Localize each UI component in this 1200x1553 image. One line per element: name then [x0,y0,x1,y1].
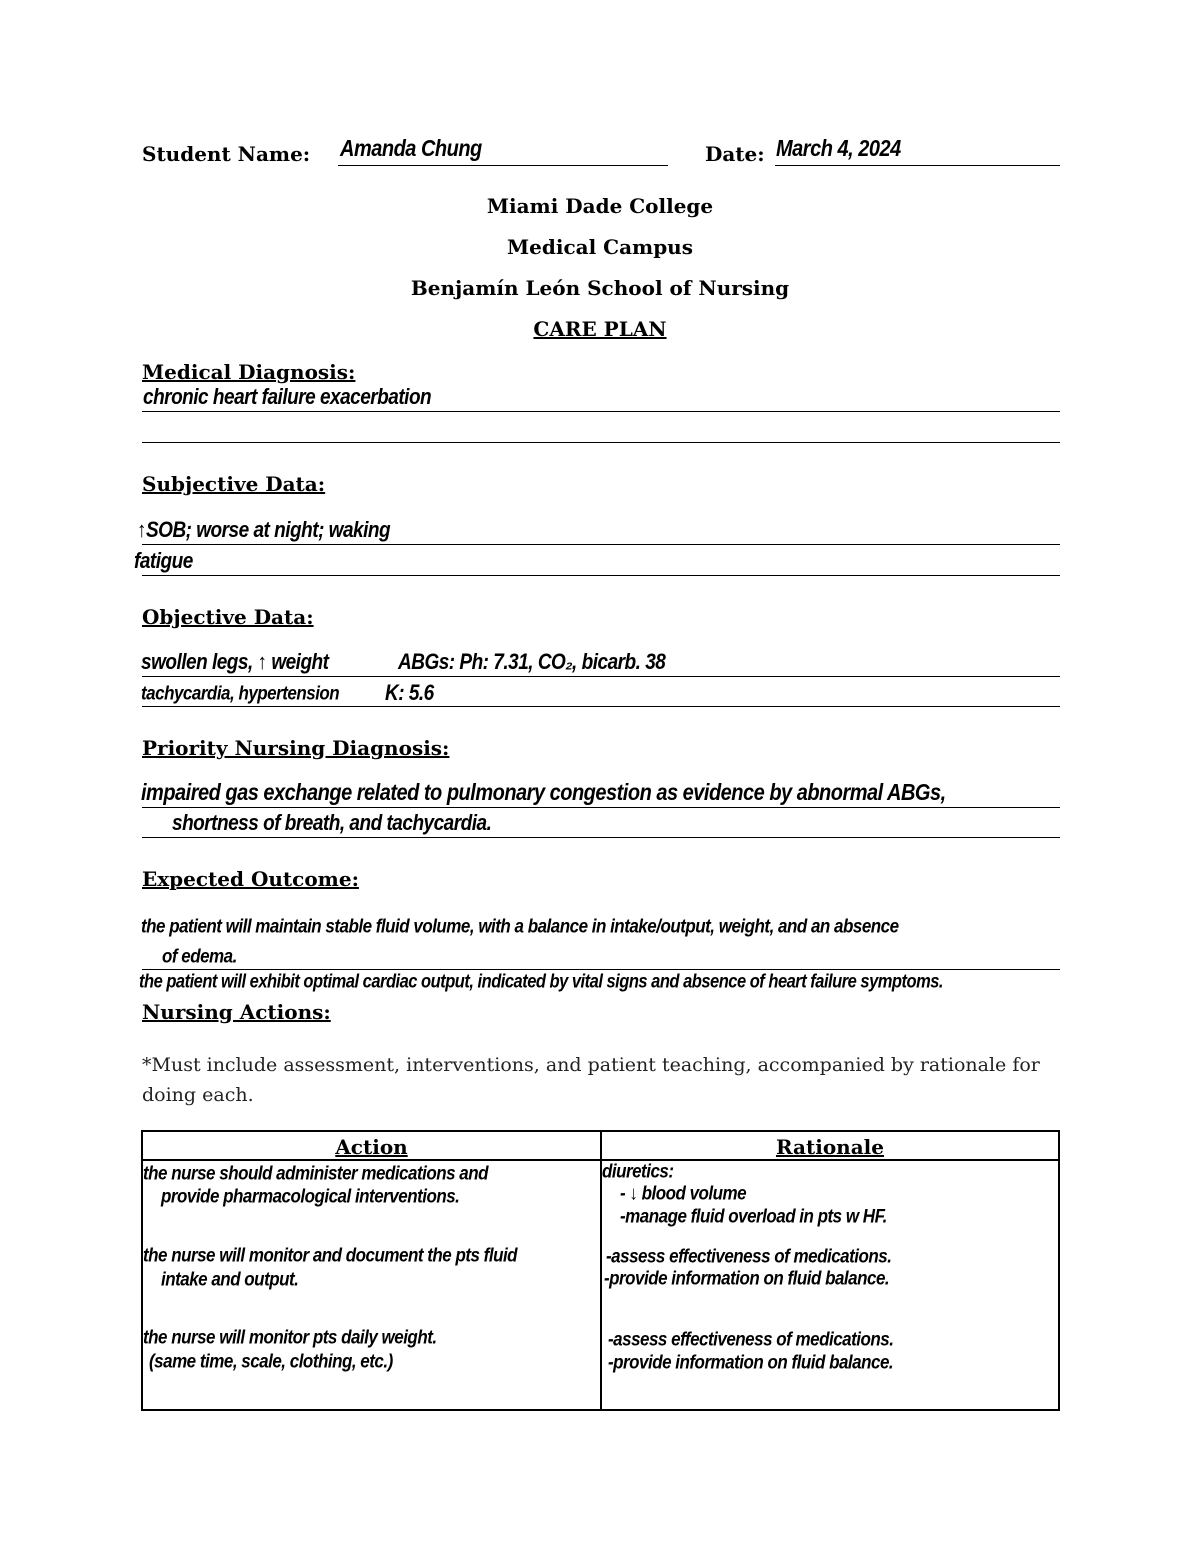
action-row-2-line-1: the nurse will monitor and document the pts fluid [143,1244,518,1266]
rationale-row-1-line-1: diuretics: [602,1160,674,1182]
medical-diagnosis-rule-1 [142,411,1060,412]
rationale-row-1-line-3: -manage fluid overload in pts w HF. [620,1205,887,1227]
rationale-row-3-line-1: -assess effectiveness of medications. [608,1328,894,1350]
date-underline [775,165,1060,166]
expected-outcome-rule-1 [142,969,1060,970]
student-name-value: Amanda Chung [340,136,482,162]
subjective-data-line-1: ↑SOB; worse at night; waking [137,518,391,543]
subjective-data-line-2: fatigue [134,549,193,574]
medical-diagnosis-rule-2 [142,442,1060,443]
action-row-3-line-1: the nurse will monitor pts daily weight. [143,1326,437,1348]
subjective-data-label: Subjective Data: [142,472,326,496]
nursing-actions-note: *Must include assessment, interventions, and patient teaching, accompanied by rationale for doing each. [142,1054,1040,1106]
date-value: March 4, 2024 [776,136,901,162]
objective-data-label: Objective Data: [142,605,314,629]
priority-nursing-diagnosis-line-2: shortness of breath, and tachycardia. [172,811,492,836]
action-row-1-line-1: the nurse should administer medications and [143,1162,489,1184]
student-name-label: Student Name: [142,142,311,166]
objective-data-rule-2 [142,706,1060,707]
rationale-row-1-line-2: - ↓ blood volume [620,1182,747,1204]
rationale-row-2-line-2: -provide information on fluid balance. [604,1267,890,1289]
rationale-row-2-line-1: -assess effectiveness of medications. [606,1245,892,1267]
action-row-1-line-2: provide pharmacological interventions. [161,1185,460,1207]
date-label: Date: [705,142,765,166]
campus-name: Medical Campus [507,235,693,259]
medical-diagnosis-line-1: chronic heart failure exacerbation [143,385,432,410]
rationale-header: Rationale [601,1131,1059,1160]
table-body-row [142,1160,1059,1410]
school-name: Benjamín León School of Nursing [410,276,790,300]
table-header-row [142,1131,1059,1160]
subjective-data-rule-2 [142,575,1060,576]
expected-outcome-line-3: the patient will exhibit optimal cardiac output, indicated by vital signs and absence of heart failure symptoms. [139,971,944,992]
expected-outcome-line-1: the patient will maintain stable fluid volume, with a balance in intake/output, weight, and an absence [141,915,899,937]
action-rationale-table [141,1130,1060,1411]
action-row-3-line-2: (same time, scale, clothing, etc.) [149,1350,393,1372]
action-cell [142,1160,601,1410]
priority-nursing-diagnosis-rule-1 [142,807,1060,808]
college-name: Miami Dade College [486,194,714,218]
rationale-cell [601,1160,1059,1410]
objective-data-line-2-left: tachycardia, hypertension [141,682,340,704]
student-name-underline [338,165,668,166]
priority-nursing-diagnosis-line-1: impaired gas exchange related to pulmonary congestion as evidence by abnormal ABGs, [141,780,946,806]
subjective-data-rule-1 [142,544,1060,545]
priority-nursing-diagnosis-rule-2 [142,837,1060,838]
rationale-row-3-line-2: -provide information on fluid balance. [608,1351,894,1373]
objective-data-rule-1 [142,676,1060,677]
action-row-2-line-2: intake and output. [161,1268,299,1290]
medical-diagnosis-label: Medical Diagnosis: [142,360,356,384]
objective-data-line-2-right: K: 5.6 [385,681,434,706]
objective-data-line-1-left: swollen legs, ↑ weight [141,650,329,675]
priority-nursing-diagnosis-label: Priority Nursing Diagnosis: [142,736,450,760]
expected-outcome-label: Expected Outcome: [142,867,359,891]
action-header: Action [142,1131,601,1160]
objective-data-line-1-right: ABGs: Ph: 7.31, CO₂, bicarb. 38 [398,650,666,675]
expected-outcome-line-2: of edema. [162,945,237,967]
document-title: CARE PLAN [533,317,667,341]
nursing-actions-label: Nursing Actions: [142,1000,331,1024]
